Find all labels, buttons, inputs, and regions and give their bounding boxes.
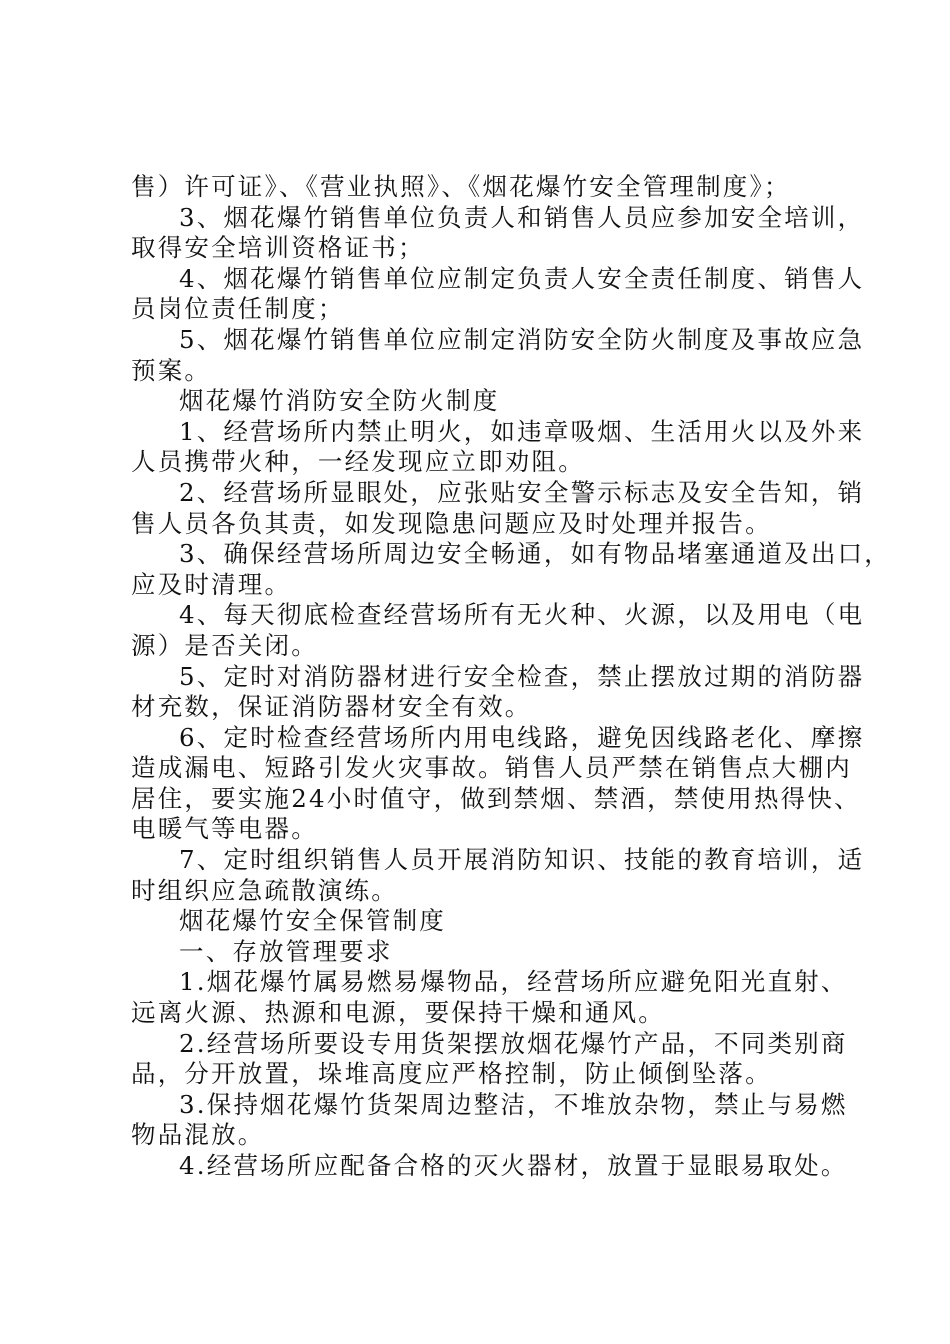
- text-line: 3、确保经营场所周边安全畅通，如有物品堵塞通道及出口，: [179, 539, 891, 569]
- text-line: 2.经营场所要设专用货架摆放烟花爆竹产品，不同类别商: [179, 1028, 848, 1058]
- text-line: 应及时清理。: [131, 569, 292, 599]
- text-line: 源）是否关闭。: [131, 630, 318, 660]
- text-line: 物品混放。: [131, 1120, 265, 1150]
- text-line: 电暖气等电器。: [131, 814, 318, 844]
- text-line: 4、每天彻底检查经营场所有无火种、火源，以及用电（电: [179, 600, 865, 630]
- text-line: 人员携带火种，一经发现应立即劝阻。: [131, 447, 585, 477]
- text-line: 远离火源、热源和电源，要保持干燥和通风。: [131, 998, 665, 1028]
- text-line: 造成漏电、短路引发火灾事故。销售人员严禁在销售点大棚内: [131, 753, 852, 783]
- text-line: 5、烟花爆竹销售单位应制定消防安全防火制度及事故应急: [179, 324, 865, 354]
- text-line: 5、定时对消防器材进行安全检查，禁止摆放过期的消防器: [179, 661, 865, 691]
- text-line: 售人员各负其责，如发现隐患问题应及时处理并报告。: [131, 508, 772, 538]
- text-line: 时组织应急疏散演练。: [131, 875, 398, 905]
- text-line: 材充数，保证消防器材安全有效。: [131, 692, 532, 722]
- text-line: 烟花爆竹安全保管制度: [179, 906, 446, 936]
- text-line: 1、经营场所内禁止明火，如违章吸烟、生活用火以及外来: [179, 416, 865, 446]
- text-line: 4、烟花爆竹销售单位应制定负责人安全责任制度、销售人: [179, 263, 865, 293]
- text-line: 3、烟花爆竹销售单位负责人和销售人员应参加安全培训，: [179, 202, 865, 232]
- text-line: 品，分开放置，垛堆高度应严格控制，防止倾倒坠落。: [131, 1059, 772, 1089]
- text-line: 一、存放管理要求: [179, 936, 393, 966]
- text-line: 2、经营场所显眼处，应张贴安全警示标志及安全告知，销: [179, 477, 865, 507]
- text-line: 售）许可证》、《营业执照》、《烟花爆竹安全管理制度》；: [131, 172, 791, 201]
- text-line: 6、定时检查经营场所内用电线路，避免因线路老化、摩擦: [179, 722, 865, 752]
- text-line: 员岗位责任制度；: [131, 294, 345, 324]
- text-line: 7、定时组织销售人员开展消防知识、技能的教育培训，适: [179, 845, 865, 875]
- text-line: 预案。: [131, 355, 212, 385]
- text-line: 居住，要实施24小时值守，做到禁烟、禁酒，禁使用热得快、: [131, 783, 861, 813]
- document-body: [131, 172, 891, 1182]
- text-line: 1.烟花爆竹属易燃易爆物品，经营场所应避免阳光直射、: [179, 967, 848, 997]
- text-line: 烟花爆竹消防安全防火制度: [179, 386, 500, 416]
- text-line: 4.经营场所应配备合格的灭火器材，放置于显眼易取处。: [179, 1151, 848, 1180]
- text-line: 取得安全培训资格证书；: [131, 233, 425, 263]
- text-line: 3.保持烟花爆竹货架周边整洁，不堆放杂物，禁止与易燃: [179, 1089, 848, 1119]
